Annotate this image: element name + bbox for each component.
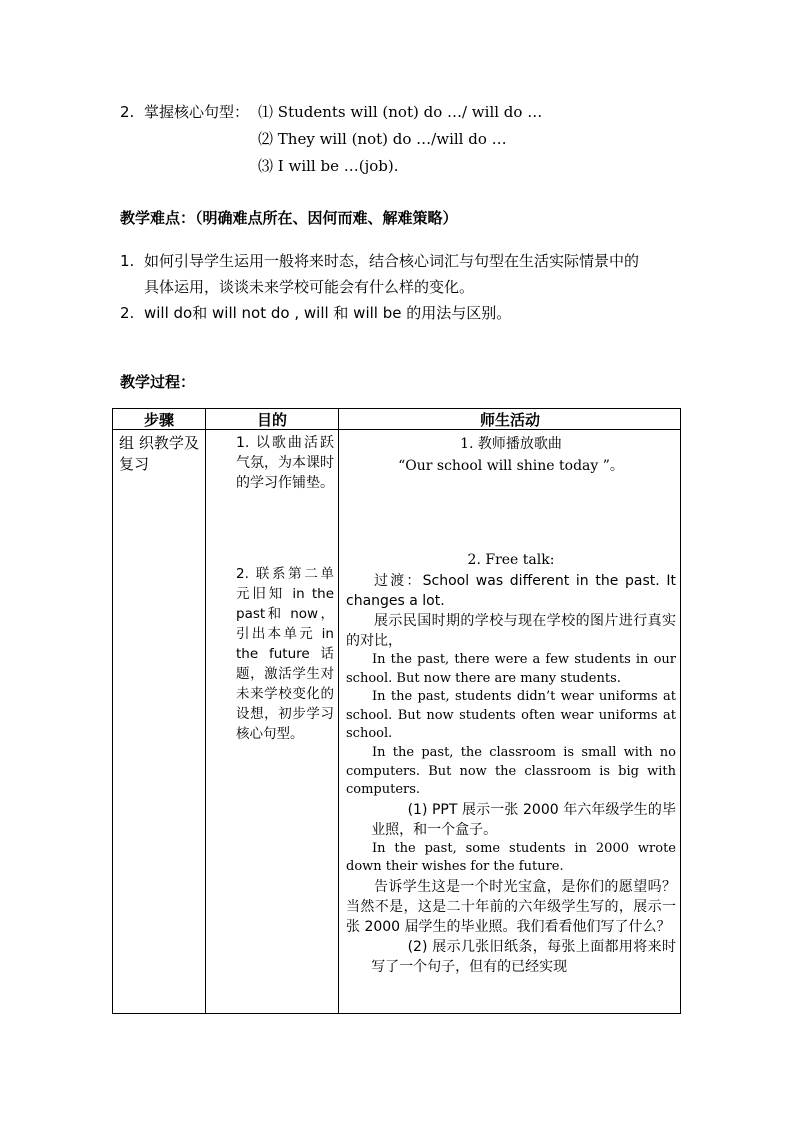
activity-paragraph xyxy=(346,477,676,549)
activity-paragraph: In the past, there were a few students in our school. But now there are many students. xyxy=(346,652,676,686)
activity-paragraph: 1. 教师播放歌曲 xyxy=(460,436,562,452)
purpose-1: 1. 以歌曲活跃气氛，为本课时的学习作铺垫。 xyxy=(236,435,334,491)
pattern-text: Students will (not) do …/ will do … xyxy=(277,103,543,121)
activity-paragraph: 过渡：School was different in the past. It changes a lot. xyxy=(346,573,676,609)
process-heading: 教学过程： xyxy=(120,373,196,391)
activity-paragraph: In the past, some students in 2000 wrote down their wishes for the future. xyxy=(346,840,676,875)
activity-paragraph: 告诉学生这是一个时光宝盒，是你们的愿望吗？当然不是，这是二十年前的六年级学生写的，展示一张 2000 届学生的毕业照。我们看看他们写了什么？ xyxy=(346,878,676,935)
difficulty-item-1-line2: 具体运用，谈谈未来学校可能会有什么样的变化。 xyxy=(144,278,475,296)
activities-cell xyxy=(346,433,676,1013)
difficulty-heading: 教学难点：（明确难点所在、因何而难、解难策略） xyxy=(120,209,458,227)
pattern-1 xyxy=(258,102,542,122)
step-cell: 组 织教学及复习 xyxy=(119,434,199,473)
column-divider xyxy=(205,409,206,1013)
activity-paragraph: In the past, the classroom is small with no computers. But now the classroom is big with computers. xyxy=(346,744,676,798)
activity-paragraph: (2) 展示几张旧纸条，每张上面都用将来时写了一个句子，但有的已经实现 xyxy=(371,938,676,975)
activity-paragraph: 展示民国时期的学校与现在学校的图片进行真实的对比， xyxy=(346,613,676,649)
pattern-text: They will (not) do …/will do … xyxy=(277,130,507,148)
column-divider xyxy=(338,409,339,1013)
process-table xyxy=(112,408,681,1014)
difficulty-item-1-number: 1. xyxy=(120,252,135,270)
purpose-2: 2. 联系第二单元旧知 in the past和 now，引出本单元 in the future 话题，激活学生对未来学校变化的设想，初步学习核心句型。 xyxy=(236,566,334,742)
pattern-number: ⑵ xyxy=(258,130,274,148)
difficulty-item-2-number: 2. xyxy=(120,304,135,322)
header-purpose: 目的 xyxy=(256,411,287,429)
pattern-text: I will be …(job). xyxy=(277,157,399,175)
objective-item-number: 2. xyxy=(120,103,135,121)
header-activities: 师生活动 xyxy=(479,411,540,429)
objective-item-label: 掌握核心句型： xyxy=(144,103,250,121)
activity-paragraph: 2. Free talk: xyxy=(467,552,555,568)
pattern-2 xyxy=(258,129,507,149)
activity-paragraph: In the past, students didn’t wear uniforms at school. But now students often wear uniforms at school. xyxy=(346,689,676,742)
difficulty-item-2-line1: will do和 will not do , will 和 will be 的用法与区别。 xyxy=(144,304,512,322)
pattern-number: ⑶ xyxy=(258,157,274,175)
header-step: 步骤 xyxy=(143,411,174,429)
activity-paragraph: (1) PPT 展示一张 2000 年六年级学生的毕业照，和一个盒子。 xyxy=(371,801,676,838)
difficulty-item-1-line1: 如何引导学生运用一般将来时态，结合核心词汇与句型在生活实际情景中的 xyxy=(144,252,640,270)
activity-paragraph: “Our school will shine today ”。 xyxy=(398,458,624,474)
pattern-number: ⑴ xyxy=(258,103,274,121)
pattern-3 xyxy=(258,156,399,176)
